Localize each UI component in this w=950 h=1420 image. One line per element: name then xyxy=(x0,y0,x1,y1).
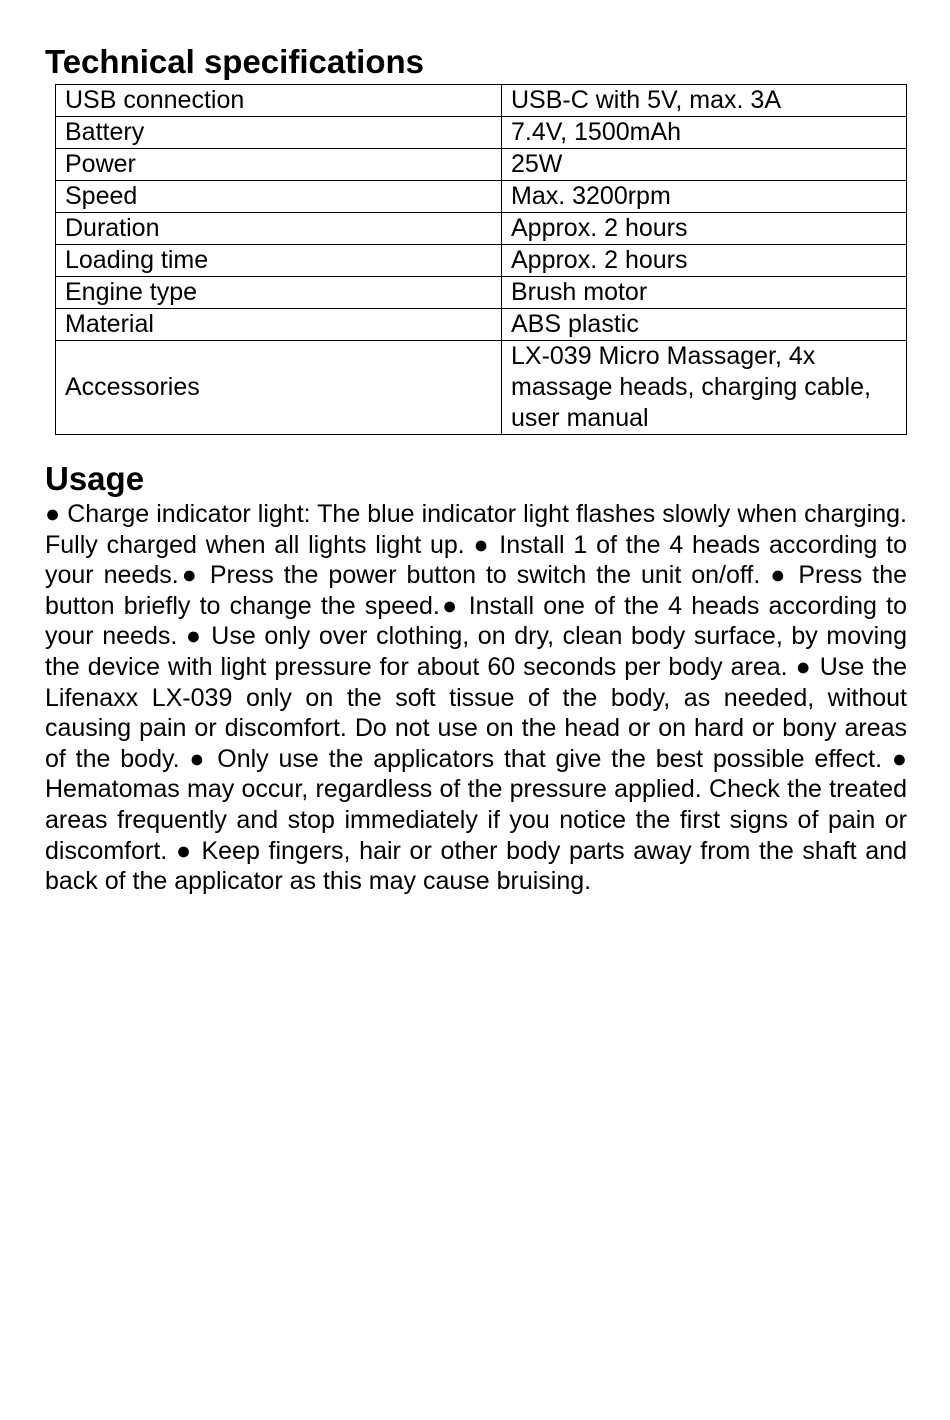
spec-value-line: user manual xyxy=(511,404,649,432)
spec-label: Accessories xyxy=(56,341,502,435)
bullet-icon: ● xyxy=(439,591,460,620)
bullet-icon: ● xyxy=(45,500,61,528)
usage-item: Press the button briefly to change the speed. xyxy=(45,561,908,620)
spec-value: Brush motor xyxy=(502,277,907,309)
table-row xyxy=(56,277,907,309)
spec-value: Max. 3200rpm xyxy=(502,181,907,213)
usage-item: Press the power button to switch the unit on/off. xyxy=(199,561,771,590)
spec-label: Duration xyxy=(56,213,502,245)
spec-table xyxy=(55,84,907,435)
spec-value: 7.4V, 1500mAh xyxy=(502,117,907,149)
table-row xyxy=(56,117,907,149)
spec-value: Approx. 2 hours xyxy=(502,213,907,245)
usage-item: Only use the applicators that give the best possible effect. xyxy=(207,744,892,773)
usage-item: Install one of the 4 heads according to your needs. xyxy=(45,591,907,651)
specs-title: Technical specifications xyxy=(45,43,425,80)
table-row xyxy=(56,213,907,245)
spec-value: USB-C with 5V, max. 3A xyxy=(502,85,907,117)
spec-label: Material xyxy=(56,309,502,341)
usage-item: Charge indicator light: The blue indicator light flashes slowly when charging. Fully charged when all lights light up. xyxy=(45,500,907,559)
bullet-icon: ● xyxy=(473,530,491,559)
bullet-icon: ● xyxy=(891,744,908,773)
table-row xyxy=(56,341,907,435)
spec-value-line: massage heads, charging cable, xyxy=(511,373,871,401)
usage-paragraph xyxy=(45,499,907,897)
usage-item: Use the Lifenaxx LX-039 only on the soft tissue of the body, as needed, without causing pain or discomfort. Do not use on the head or on hard or bony areas of the body. xyxy=(45,652,907,773)
spec-label: Speed xyxy=(56,181,502,213)
bullet-icon: ● xyxy=(770,561,789,590)
table-row xyxy=(56,85,907,117)
bullet-icon: ● xyxy=(795,652,812,681)
spec-label: USB connection xyxy=(56,85,502,117)
bullet-icon: ● xyxy=(185,622,203,651)
document-page xyxy=(45,40,907,897)
spec-value: 25W xyxy=(502,149,907,181)
table-row xyxy=(56,309,907,341)
usage-title: Usage xyxy=(45,460,145,497)
bullet-icon: ● xyxy=(175,836,193,865)
spec-value: ABS plastic xyxy=(502,309,907,341)
table-row xyxy=(56,181,907,213)
usage-item: Use only over clothing, on dry, clean body surface, by moving the device with light pressure for about 60 seconds per body area. xyxy=(45,622,907,681)
spec-value-line: LX-039 Micro Massager, 4x xyxy=(511,342,816,370)
table-row xyxy=(56,245,907,277)
table-row xyxy=(56,149,907,181)
spec-value xyxy=(502,341,907,435)
usage-item: Keep fingers, hair or other body parts away from the shaft and back of the applicator as this may cause bruising. xyxy=(45,836,907,896)
spec-label: Power xyxy=(56,149,502,181)
bullet-icon: ● xyxy=(189,744,208,773)
spec-label: Battery xyxy=(56,117,502,149)
usage-item: Hematomas may occur, regardless of the pressure applied. Check the treated areas frequently and stop immediately if you notice the first signs of pain or discomfort. xyxy=(45,775,907,865)
spec-label: Engine type xyxy=(56,277,502,309)
usage-item: Install 1 of the 4 heads according to your needs. xyxy=(45,530,907,590)
bullet-icon: ● xyxy=(178,561,200,590)
spec-label: Loading time xyxy=(56,245,502,277)
spec-value: Approx. 2 hours xyxy=(502,245,907,277)
